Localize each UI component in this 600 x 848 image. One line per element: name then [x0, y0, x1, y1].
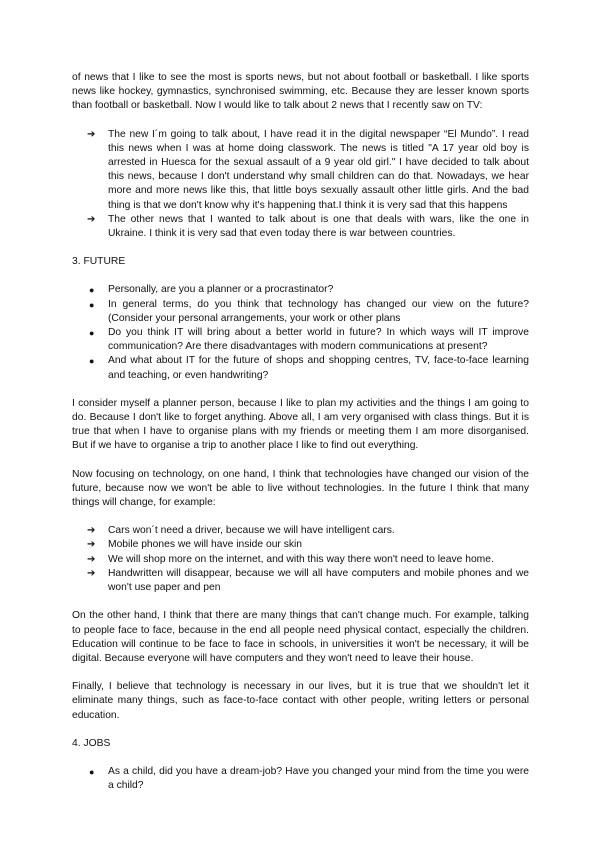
arrow-bullet-icon: ➔ [87, 213, 96, 225]
changes-list [72, 524, 529, 595]
arrow-bullet-icon: ➔ [87, 567, 96, 579]
intro-paragraph: of news that I like to see the most is sports news, but not about football or basketball. I like sports news like hockey, gymnastics, synchronised swimming, etc. Because they are lesser known sports than football or basketball. Now I would like to talk about 2 news that I recently saw on TV: [72, 72, 529, 112]
list-item [72, 538, 529, 552]
question-text: Personally, are you a planner or a procrastinator? [108, 284, 334, 296]
change-text: Cars won´t need a driver, because we will have intelligent cars. [108, 525, 395, 537]
change-text: Mobile phones we will have inside our skin [108, 539, 303, 551]
dot-bullet-icon: ● [89, 766, 95, 777]
arrow-bullet-icon: ➔ [87, 525, 96, 537]
list-item [72, 354, 529, 382]
news-item-text: The new I´m going to talk about, I have read it in the digital newspaper “El Mundo”. I read this news when I was at home doing classwork. The news is titled "A 17 year old boy is arrested in Huesca for the sexual assault of a 9 year old girl." I have decided to talk about this news, because I don't understand why small children can do that. Nowadays, we hear more and more news like this, that little boys sexually assault other little girls. And the bad thing is that we don't know why it's happening that.I think it is very sad that this happens [108, 128, 529, 211]
news-item-text: The other news that I wanted to talk about is one that deals with wars, like the one in Ukraine. I think it is very sad that even today there is war between countries. [108, 213, 529, 240]
change-text: Handwritten will disappear, because we will all have computers and mobile phones and we won't use paper and pen [108, 567, 529, 594]
list-item [72, 283, 529, 297]
arrow-bullet-icon: ➔ [87, 539, 96, 551]
question-text: In general terms, do you think that technology has changed our view on the future? (Consider your personal arrangements, your work or other plans [108, 298, 529, 324]
arrow-bullet-icon: ➔ [87, 128, 96, 140]
list-item [72, 524, 529, 538]
dot-bullet-icon: ● [89, 285, 95, 296]
conclusion-paragraph: Finally, I believe that technology is necessary in our lives, but it is true that we shouldn't let it eliminate many things, such as face-to-face contact with other people, writing letters or personal education. [72, 681, 529, 721]
list-item [72, 213, 529, 241]
question-text: Do you think IT will bring about a better world in future? In which ways will IT improve communication? Are there disadvantages with modern communications at present? [108, 327, 529, 353]
technology-paragraph: Now focusing on technology, on one hand, I think that technologies have changed our vision of the future, because now we won't be able to live without technologies. In the future I think that many things will change, for example: [72, 468, 529, 509]
other-hand-paragraph: On the other hand, I think that there are many things that can't change much. For example, talking to people face to face, because in the end all people need physical contact, especially the children. Education will continue to be face to face in schools, in universities it won't be necessary, it will be digital. Because everyone will have computers and they won't need to leave their house. [72, 610, 529, 664]
list-item [72, 765, 529, 793]
list-item [72, 128, 529, 213]
jobs-questions-list [72, 765, 529, 793]
document-body [72, 71, 529, 807]
dot-bullet-icon: ● [89, 328, 95, 339]
future-questions-list [72, 283, 529, 382]
dot-bullet-icon: ● [89, 299, 95, 310]
section-heading-future: 3. FUTURE [72, 256, 126, 268]
change-text: We will shop more on the internet, and with this way there won't need to leave home. [108, 553, 494, 565]
list-item [72, 567, 529, 595]
dot-bullet-icon: ● [89, 356, 95, 367]
list-item [72, 298, 529, 326]
section-heading-jobs: 4. JOBS [72, 737, 111, 749]
planner-paragraph: I consider myself a planner person, because I like to plan my activities and the things I am going to do. Because I don't like to forget anything. Above all, I am very organised with class things. But it is true that when I have to organise plans with my friends or meeting them I am more disorganised. But if we have to organise a trip to another place I like to find out everything. [72, 397, 529, 452]
question-text: And what about IT for the future of shops and shopping centres, TV, face-to-face learning and teaching, or even handwriting? [108, 355, 529, 381]
list-item [72, 326, 529, 354]
list-item [72, 553, 529, 567]
question-text: As a child, did you have a dream-job? Have you changed your mind from the time you were a child? [108, 765, 529, 792]
news-list [72, 128, 529, 242]
arrow-bullet-icon: ➔ [87, 553, 96, 565]
